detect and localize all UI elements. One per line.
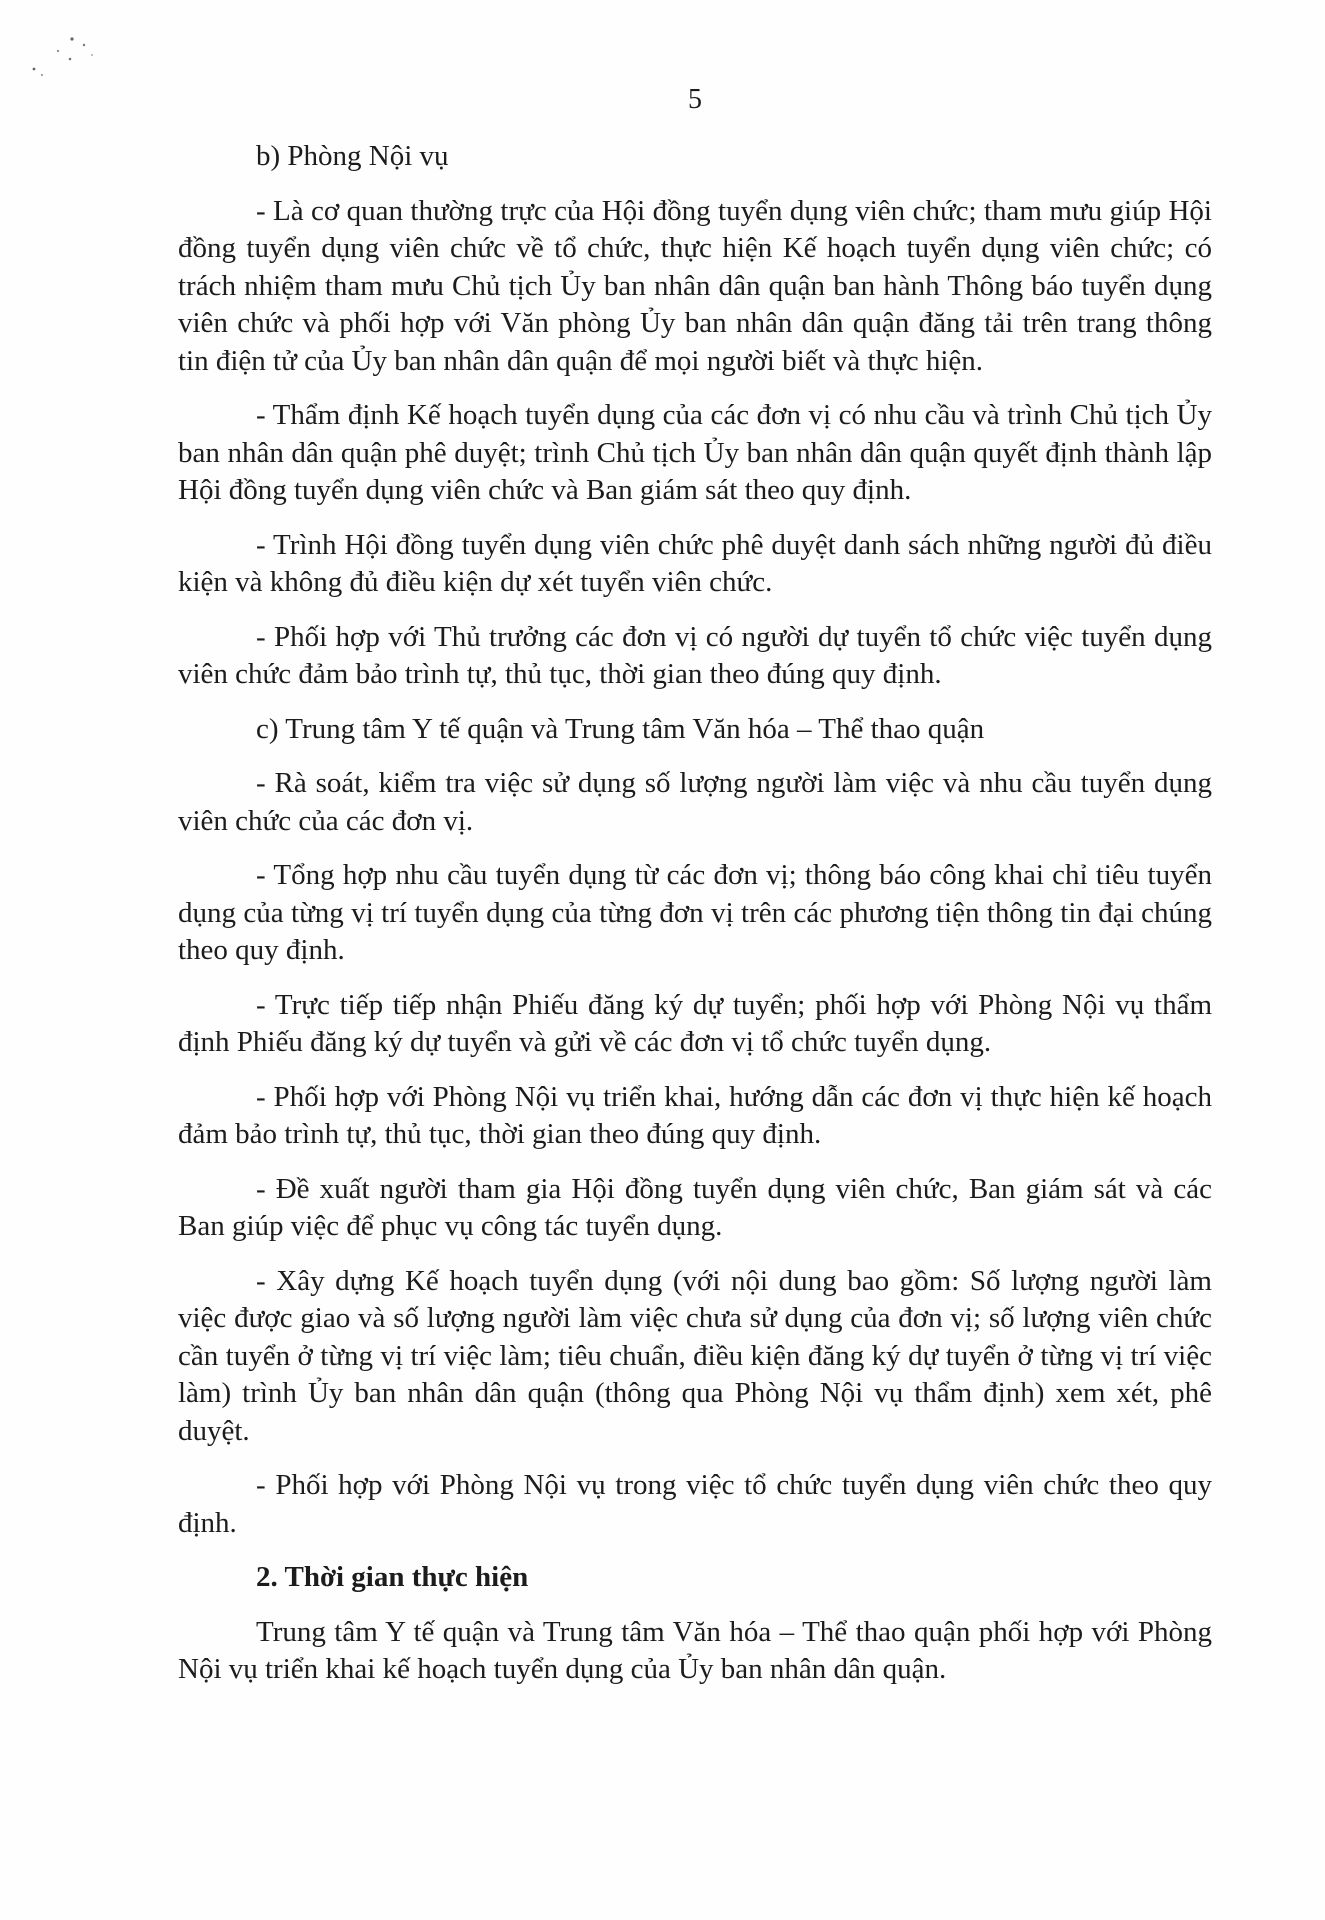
paragraph: - Trực tiếp tiếp nhận Phiếu đăng ký dự tuyển; phối hợp với Phòng Nội vụ thẩm định Phiếu đăng ký dự tuyển và gửi về các đơn vị tổ chức tuyển dụng. <box>178 988 1212 1058</box>
section-heading-c: c) Trung tâm Y tế quận và Trung tâm Văn hóa – Thể thao quận <box>256 712 985 745</box>
paragraph: - Phối hợp với Thủ trưởng các đơn vị có người dự tuyển tổ chức việc tuyển dụng viên chức đảm bảo trình tự, thủ tục, thời gian theo đúng quy định. <box>178 620 1212 690</box>
paragraph: - Trình Hội đồng tuyển dụng viên chức phê duyệt danh sách những người đủ điều kiện và không đủ điều kiện dự xét tuyển viên chức. <box>178 528 1212 598</box>
paragraph: Trung tâm Y tế quận và Trung tâm Văn hóa – Thể thao quận phối hợp với Phòng Nội vụ triển khai kế hoạch tuyển dụng của Ủy ban nhân dân quận. <box>178 1615 1212 1685</box>
paragraph: - Tổng hợp nhu cầu tuyển dụng từ các đơn vị; thông báo công khai chỉ tiêu tuyển dụng của từng vị trí tuyển dụng của từng đơn vị trên các phương tiện thông tin đại chúng theo quy định. <box>178 859 1212 966</box>
page-number: 5 <box>688 84 702 115</box>
paragraph: - Rà soát, kiểm tra việc sử dụng số lượng người làm việc và nhu cầu tuyển dụng viên chức của các đơn vị. <box>178 767 1212 837</box>
section-heading-b: b) Phòng Nội vụ <box>256 140 449 172</box>
paragraph: - Đề xuất người tham gia Hội đồng tuyển dụng viên chức, Ban giám sát và các Ban giúp việc để phục vụ công tác tuyển dụng. <box>178 1172 1212 1242</box>
paragraph: - Là cơ quan thường trực của Hội đồng tuyển dụng viên chức; tham mưu giúp Hội đồng tuyển dụng viên chức về tổ chức, thực hiện Kế hoạch tuyển dụng viên chức; có trách nhiệm tham mưu Chủ tịch Ủy ban nhân dân quận ban hành Thông báo tuyển dụng viên chức và phối hợp với Văn phòng Ủy ban nhân dân quận đăng tải trên trang thông tin điện tử của Ủy ban nhân dân quận để mọi người biết và thực hiện. <box>178 194 1212 377</box>
paragraph: - Phối hợp với Phòng Nội vụ triển khai, hướng dẫn các đơn vị thực hiện kế hoạch đảm bảo trình tự, thủ tục, thời gian theo đúng quy định. <box>178 1080 1212 1150</box>
section-heading-2: 2. Thời gian thực hiện <box>256 1561 529 1593</box>
paragraph: - Xây dựng Kế hoạch tuyển dụng (với nội dung bao gồm: Số lượng người làm việc được giao và số lượng người làm việc chưa sử dụng của đơn vị; số lượng viên chức cần tuyển ở từng vị trí việc làm; tiêu chuẩn, điều kiện đăng ký dự tuyển ở từng vị trí việc làm) trình Ủy ban nhân dân quận (thông qua Phòng Nội vụ thẩm định) xem xét, phê duyệt. <box>178 1264 1212 1447</box>
paragraph: - Thẩm định Kế hoạch tuyển dụng của các đơn vị có nhu cầu và trình Chủ tịch Ủy ban nhân dân quận phê duyệt; trình Chủ tịch Ủy ban nhân dân quận quyết định thành lập Hội đồng tuyển dụng viên chức và Ban giám sát theo quy định. <box>178 399 1212 506</box>
document-body <box>178 138 1212 1706</box>
paragraph: - Phối hợp với Phòng Nội vụ trong việc tổ chức tuyển dụng viên chức theo quy định. <box>178 1469 1212 1539</box>
scan-speckles <box>20 25 110 95</box>
